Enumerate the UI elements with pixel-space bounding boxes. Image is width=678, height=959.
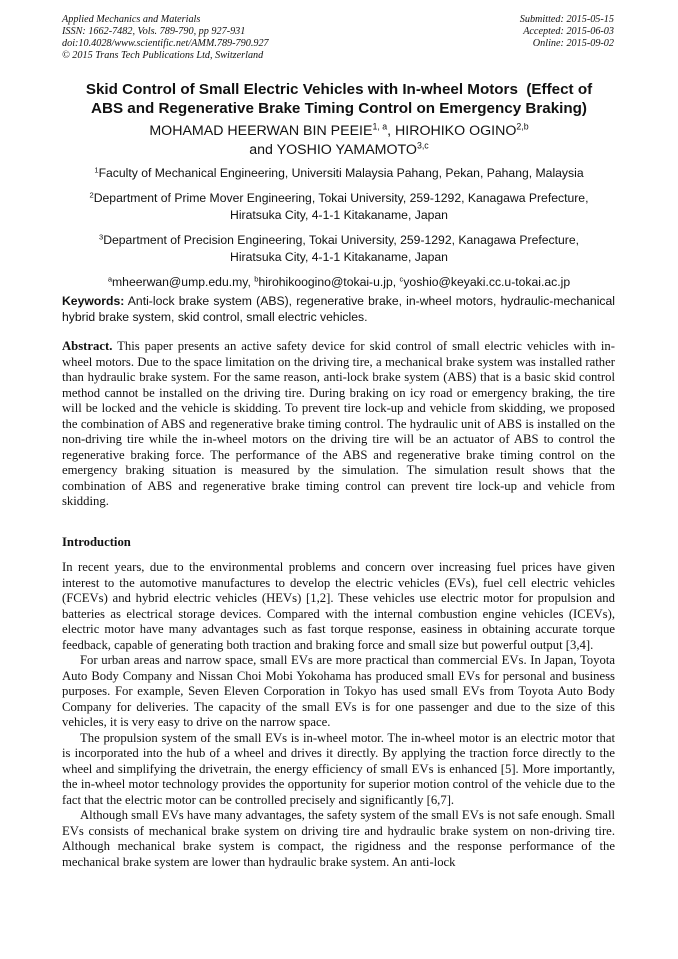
abstract	[62, 339, 615, 510]
intro-paragraph-2: For urban areas and narrow space, small EVs are more practical than commercial EVs. In Japan, Toyota Auto Body Company and Nissan Choi Mobi Yokohama has produced small EVs for personal and business purposes. For example, Seven Eleven Corporation in Tokyo has used small EVs from Toyota Auto Body Company for deliveries. The capacity of the small EVs is for one passenger and due to the size of this vehicles, it is very easy to drive on the narrow space.	[62, 653, 615, 729]
affiliation-3-sup: 3	[98, 232, 104, 242]
email-b: hirohikoogino@tokai-u.jp,	[258, 275, 400, 289]
introduction-body	[62, 560, 615, 870]
author-1: MOHAMAD HEERWAN BIN PEEIE	[149, 123, 373, 139]
title-line-2: ABS and Regenerative Brake Timing Control on Emergency Braking)	[91, 100, 587, 117]
author-1-sup: 1, a	[372, 121, 388, 132]
affiliation-3	[40, 232, 638, 266]
author-3-sup: 3,c	[416, 140, 429, 151]
author-3: YOSHIO YAMAMOTO	[276, 142, 417, 158]
submission-dates	[520, 14, 614, 50]
intro-paragraph-4: Although small EVs have many advantages, the safety system of the small EVs is not safe enough. Small EVs consists of mechanical brake system on driving tire and hydraulic brake system on non-driving tire. Although mechanical brake system is compact, the rigidness and the response performance of the mechanical brake system are lower than hydraulic brake system. An anti-lock	[62, 808, 615, 869]
author-2-sup: 2,b	[516, 121, 529, 132]
author-emails	[40, 274, 638, 291]
abstract-text: This paper presents an active safety device for skid control of small electric vehicles with in-wheel motors. Due to the space limitation on the driving tire, a mechanical brake system was installed rather than hydraulic brake system. For the same reason, anti-lock brake system (ABS) that is a basic skid control method cannot be installed on the driving tire. During braking on icy road or emergency braking, the tire will be locked and the vehicle is skidding. To prevent tire lock-up and vehicle from skidding, we proposed the combination of ABS and regenerative brake timing control. The hydraulic unit of ABS is installed on the non-driving tire while the in-wheel motors on the driving tire will be an actuator of ABS to control the regenerative braking force. The performance of the ABS and regenerative brake timing control on the emergency braking situation is measured by the simulation. The simulation result shows that the combination of ABS and regenerative brake timing control can prevent tire lock-up and vehicle from skidding.	[62, 339, 615, 508]
affiliation-3-line-1: Department of Precision Engineering, Tokai University, 259-1292, Kanagawa Prefecture,	[103, 233, 579, 247]
intro-paragraph-3: The propulsion system of the small EVs is in-wheel motor. The in-wheel motor is an electric motor that is incorporated into the hub of a wheel and drives it directly. By applying the traction force directly to the wheel and simplifying the drivetrain, the energy efficiency of small EVs is enhanced [5]. More importantly, the in-wheel motor technology provides the opportunity for superior motion control of the vehicle due to the fact that the electric motor can be controlled precisely and significantly [6,7].	[62, 730, 615, 807]
affiliation-2-sup: 2	[89, 190, 94, 200]
affiliation-2-line-1: Department of Prime Mover Engineering, Tokai University, 259-1292, Kanagawa Prefecture,	[93, 191, 589, 205]
authors-line-2	[40, 141, 638, 160]
affiliation-1-line-1: Faculty of Mechanical Engineering, Universiti Malaysia Pahang, Pekan, Pahang, Malaysia	[98, 166, 584, 180]
journal-name: Applied Mechanics and Materials	[62, 14, 201, 25]
affiliation-2-line-2: Hiratsuka City, 4-1-1 Kitakaname, Japan	[230, 208, 448, 222]
issn-line: ISSN: 1662-7482, Vols. 789-790, pp 927-931	[62, 26, 246, 38]
title-line-1: Skid Control of Small Electric Vehicles with In-wheel Motors (Effect of	[85, 81, 593, 98]
journal-info	[62, 14, 269, 62]
online-date: Online: 2015-09-02	[532, 38, 614, 50]
accepted-date: Accepted: 2015-06-03	[523, 26, 614, 38]
doi-line: doi:10.4028/www.scientific.net/AMM.789-790.927	[62, 38, 269, 50]
author-separator: ,	[387, 123, 396, 139]
affiliation-3-line-2: Hiratsuka City, 4-1-1 Kitakaname, Japan	[230, 250, 448, 264]
email-a: mheerwan@ump.edu.my,	[112, 275, 255, 289]
email-c: yoshio@keyaki.cc.u-tokai.ac.jp	[403, 275, 571, 289]
keywords	[62, 294, 615, 325]
authors-line-1	[40, 122, 638, 141]
email-a-sup: a	[107, 274, 113, 284]
affiliation-1	[40, 165, 638, 182]
introduction-heading: Introduction	[62, 535, 131, 549]
keywords-label: Keywords:	[62, 294, 125, 308]
abstract-label: Abstract.	[62, 339, 113, 353]
email-c-sup: c	[399, 274, 404, 284]
affiliation-2	[40, 190, 638, 224]
keywords-text: Anti-lock brake system (ABS), regenerative brake, in-wheel motors, hydraulic-mechanical hybrid brake system, skid control, small electric vehicles.	[62, 294, 615, 324]
intro-paragraph-1: In recent years, due to the environmental problems and concern over increasing fuel prices have given interest to the automotive manufactures to develop the electric vehicles (EVs), fuel cell electric vehicles (FCEVs) and hybrid electric vehicles (HEVs) [1,2]. These vehicles use electric motor for propulsion and batteries as electrical storage devices. Compared with the internal combustion engine vehicles (ICEVs), electric motor have many advantages such as fast torque response, easiness in obtaining accurate torque feedback, capable of generating both traction and braking force and small size but powerful output [3,4].	[62, 560, 615, 652]
affiliation-1-sup: 1	[94, 165, 99, 175]
author-2: HIROHIKO OGINO	[395, 123, 517, 139]
email-b-sup: b	[254, 274, 259, 284]
paper-title	[40, 80, 638, 118]
submitted-date: Submitted: 2015-05-15	[519, 14, 614, 25]
affiliations	[40, 165, 638, 291]
author-and: and	[249, 142, 277, 158]
author-list	[40, 122, 638, 160]
copyright-line: © 2015 Trans Tech Publications Ltd, Switzerland	[62, 50, 264, 62]
